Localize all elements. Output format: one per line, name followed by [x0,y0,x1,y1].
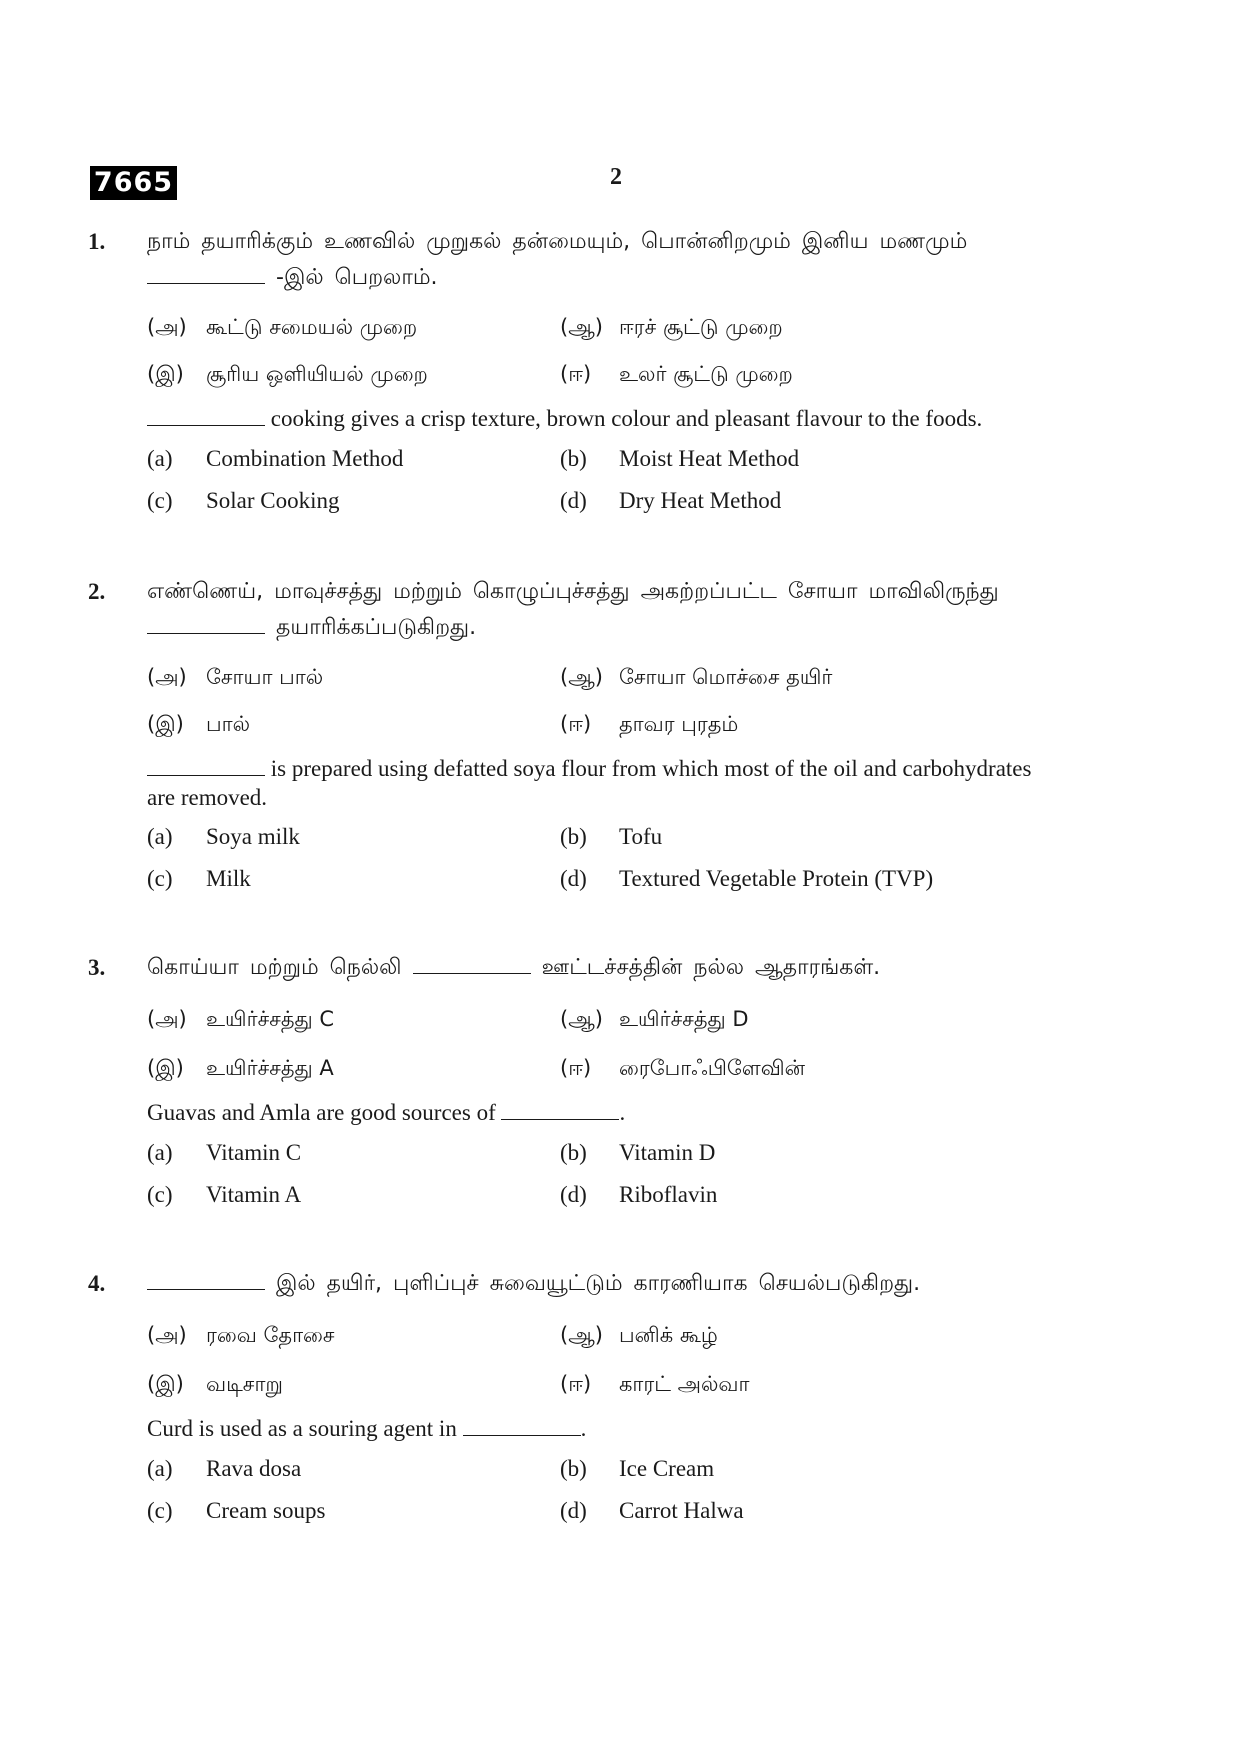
answer-blank [413,955,531,974]
answer-blank [147,757,265,776]
answer-blank [147,1271,265,1290]
tamil-question-text: கொய்யா மற்றும் நெல்லி ஊட்டச்சத்தின் நல்ல ஆதாரங்கள். [147,955,881,980]
english-question-text: Curd is used as a souring agent in . [147,1416,587,1441]
answer-blank [463,1417,581,1436]
question-number: 4. [88,1271,106,1296]
question-number: 2. [88,579,106,604]
english-question-text: cooking gives a crisp texture, brown colour and pleasant flavour to the foods. [147,404,1102,433]
tamil-question-text: எண்ணெய், மாவுச்சத்து மற்றும் கொழுப்புச்சத்து அகற்றப்பட்ட சோயா மாவிலிருந்து தயாரிக்கப்படுகிறது. [147,579,999,640]
answer-blank [147,265,265,284]
page-number: 2 [610,164,622,190]
tamil-question-text: நாம் தயாரிக்கும் உணவில் முறுகல் தன்மையும், பொன்னிறமும் இனிய மணமும் -இல் பெறலாம். [147,229,968,290]
answer-blank [501,1101,619,1120]
tamil-question-text: இல் தயிர், புளிப்புச் சுவையூட்டும் காரணியாக செயல்படுகிறது. [147,1266,1102,1302]
answer-blank [147,407,265,426]
question-number: 3. [88,955,106,980]
paper-code: 7665 [90,166,177,200]
english-question-text: is prepared using defatted soya flour from which most of the oil and carbohydrates are removed. [147,756,1032,810]
answer-blank [147,615,265,634]
question-number: 1. [88,229,106,254]
english-question-text: Guavas and Amla are good sources of . [147,1100,626,1125]
